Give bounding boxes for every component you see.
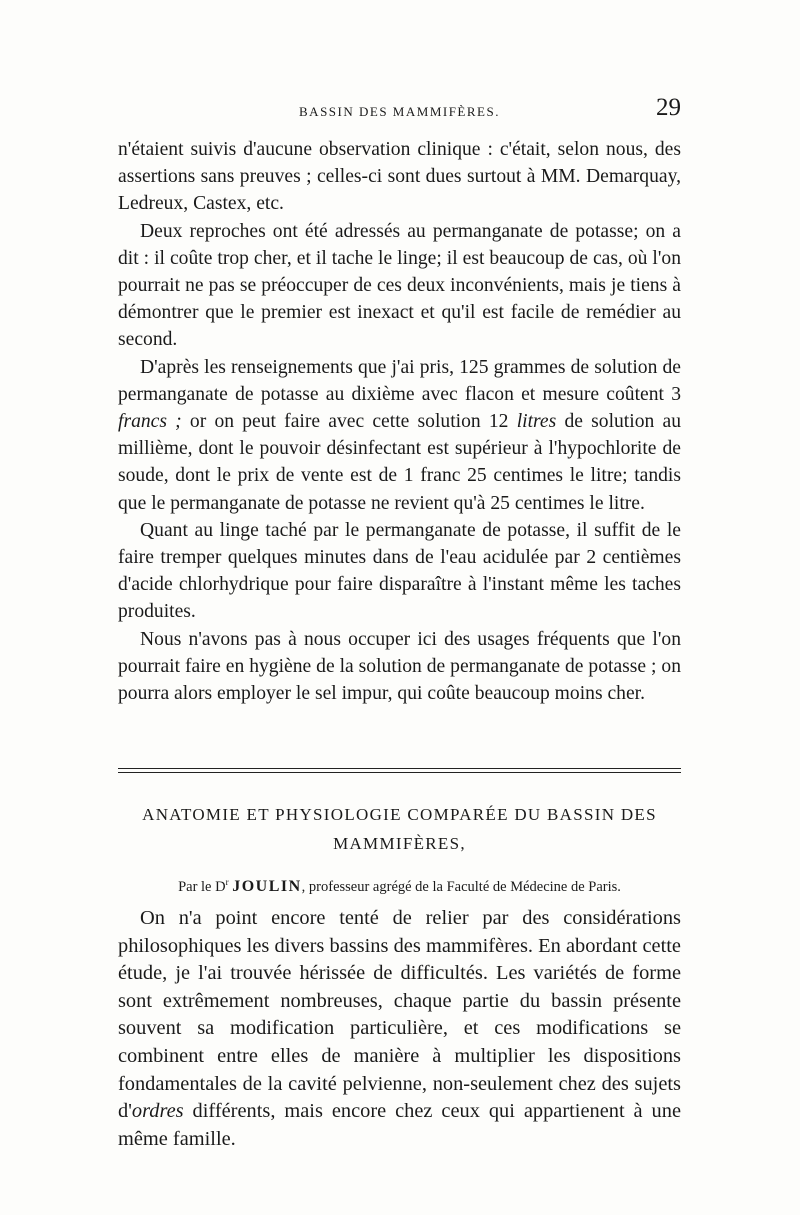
article-paragraph [118,905,681,1153]
prix-italic-francs: francs ; [118,411,182,433]
author-name: JOULIN [232,877,302,895]
paragraph-usages: Nous n'avons pas à nous occuper ici des usages fréquents que l'on pourrait faire en hygiène de la solution de permanganate de potasse ; on pourra alors employer le sel impur, qui coûte beaucoup moins cher. [118,628,681,705]
article-italic-ordres: ordres [131,1100,184,1123]
paragraph-prix [118,354,681,517]
divider-rule [118,768,681,769]
article-text-1: On n'a point encore tenté de relier par des considérations philosophiques les divers bassins des mammifères. En abordant cette étude, je l'ai trouvée hérissée de difficultés. Les variétés de forme sont extrêmement nombreuses, chaque partie du bassin présente souvent sa modification particulière, et ces modifications se combinent entre elles de manière à multiplier les dispositions fondamentales de la cavité pelvienne, non-seulement chez des sujets d' [118,907,681,1123]
article-title-line2: MAMMIFÈRES, [333,834,466,853]
running-title: BASSIN DES MAMMIFÈRES. [299,104,500,119]
prix-text-3: de solution au millième, dont le pouvoir désinfectant est supérieur à l'hypochlorite de soude, dont le prix de vente est de 1 franc 25 centimes le litre; tandis que le permanganate de potasse ne revient qu'à 25 centimes le litre. [118,411,681,514]
section-divider [118,768,681,776]
prix-text-2: or on peut faire avec cette solution 12 [181,411,517,433]
paragraph-linge: Quant au linge taché par le permanganate de potasse, il suffit de le faire tremper quelques minutes dans de l'eau acidulée par 2 centièmes d'acide chlorhydrique pour faire disparaître à l'instant même les taches produites. [118,519,681,623]
prix-text-1: D'après les renseignements que j'ai pris, 125 grammes de solution de permanganate de potasse au dixième avec flacon et mesure coûtent 3 [118,356,681,405]
article-title [118,800,681,858]
byline-sup: r [225,877,229,887]
byline-suffix: , professeur agrégé de la Faculté de Médecine de Paris. [301,878,621,895]
article-title-line1: ANATOMIE ET PHYSIOLOGIE COMPARÉE DU BASSIN DES [142,805,657,824]
paragraph-continued: n'étaient suivis d'aucune observation clinique : c'était, selon nous, des assertions sans preuves ; celles-ci sont dues surtout à MM. Demarquay, Ledreux, Castex, etc. [118,139,681,215]
divider-rule [118,772,681,773]
article-text-2: différents, mais encore chez ceux qui appartienent à une même famille. [118,1100,681,1150]
page-number: 29 [656,94,681,121]
paragraph-reproches: Deux reproches ont été adressés au permanganate de potasse; on a dit : il coûte trop cher, et il tache le linge; il est beaucoup de cas, où l'on pourrait ne pas se préoccuper de ces deux inconvénients, mais je tiens à démontrer que le premier est inexact et qu'il est facile de remédier au second. [118,220,681,351]
byline [118,872,681,897]
section-text [118,136,681,707]
article-body [118,905,681,1153]
running-head [118,94,681,130]
prix-italic-litres: litres [516,411,557,433]
byline-prefix: Par le D [178,878,226,895]
